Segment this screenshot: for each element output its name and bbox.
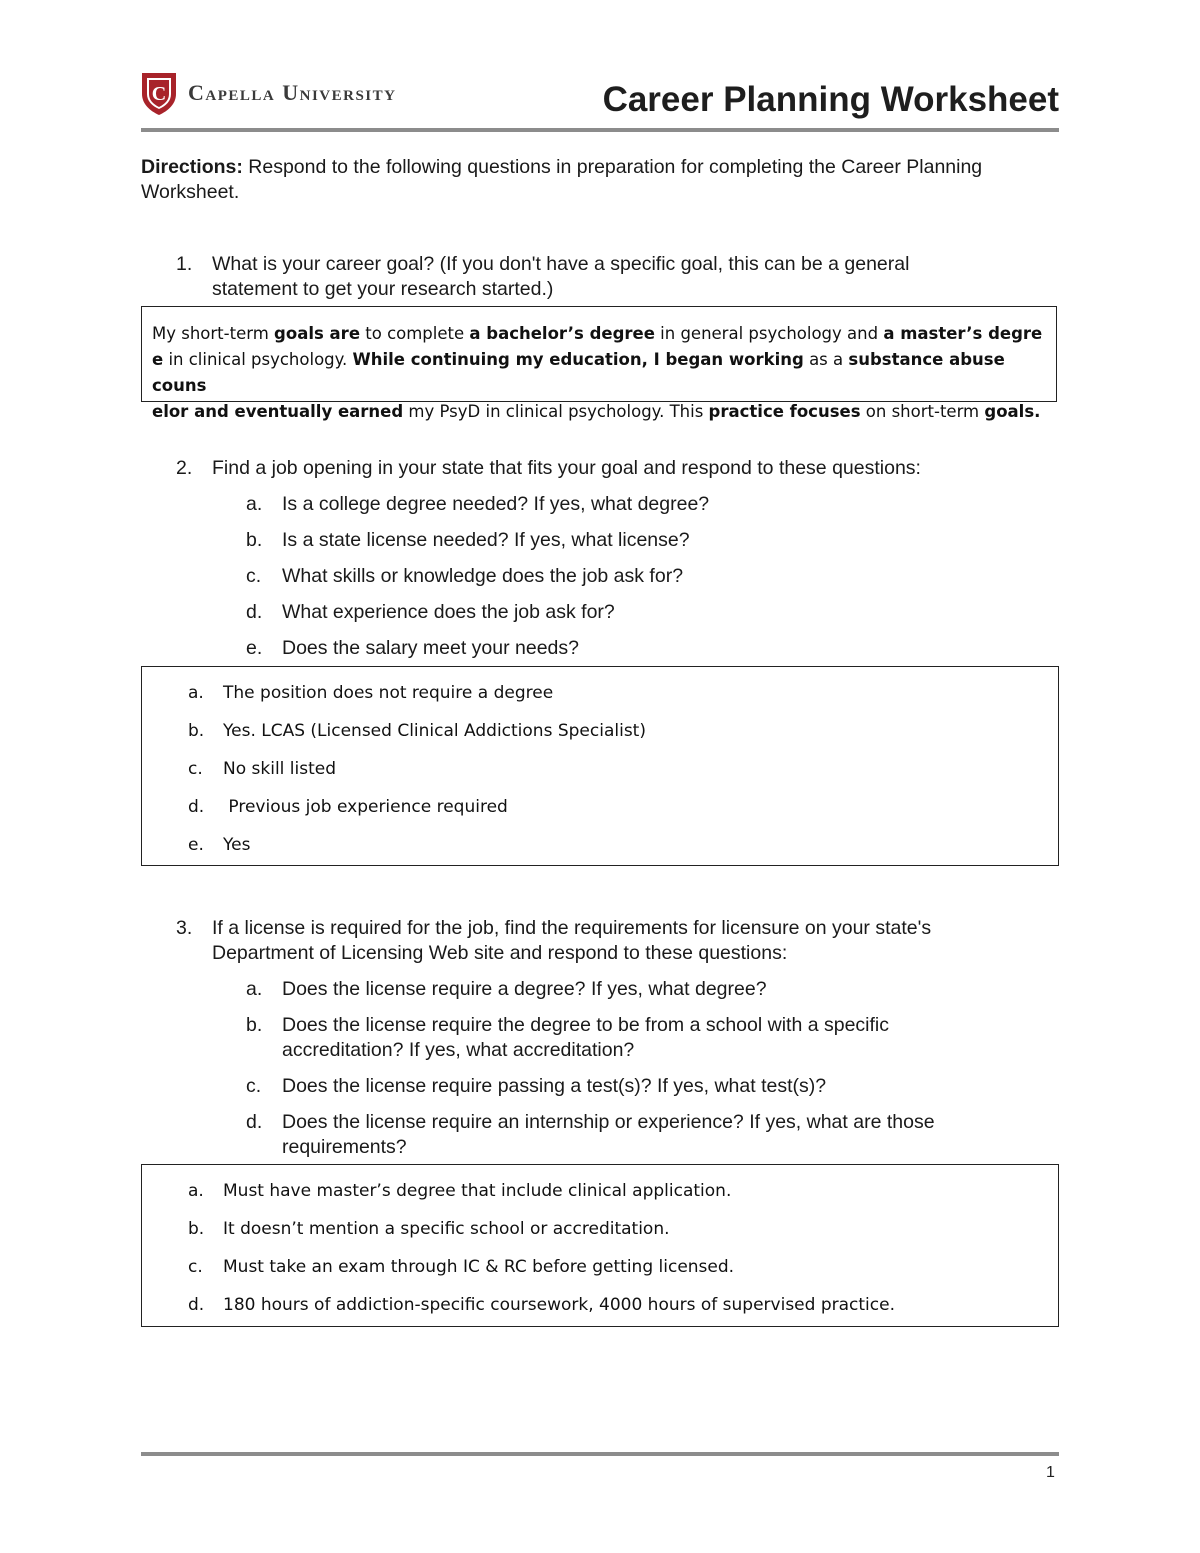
sub-text: requirements?	[282, 1136, 407, 1158]
answer-text: 180 hours of addiction-specific coursework, 4000 hours of supervised practice.	[223, 1295, 895, 1315]
answer-bold: goals.	[984, 402, 1041, 421]
sub-question	[246, 1013, 1041, 1063]
sub-label: b.	[246, 529, 263, 551]
answer-text: No skill listed	[223, 759, 337, 779]
sub-question	[246, 636, 1041, 661]
sub-text: What experience does the job ask for?	[282, 601, 615, 623]
sub-label: c.	[246, 1075, 262, 1097]
answer-text: Must take an exam through IC & RC before getting licensed.	[223, 1257, 735, 1277]
sub-text: Is a state license needed? If yes, what license?	[282, 529, 690, 551]
question-text: If a license is required for the job, find the requirements for licensure on your state's	[212, 917, 932, 939]
answer-text: My short-term	[152, 324, 275, 343]
sub-label: c.	[246, 565, 262, 587]
answer-label: a.	[188, 1181, 204, 1201]
sub-label: a.	[246, 493, 263, 515]
sub-text: Does the salary meet your needs?	[282, 637, 579, 659]
sub-question	[246, 528, 1041, 553]
answer-text: It doesn’t mention a specific school or accreditation.	[223, 1219, 670, 1239]
sub-text: Does the license require a degree? If yes, what degree?	[282, 978, 767, 1000]
answer-item	[142, 833, 1058, 871]
answer-label: e.	[188, 835, 204, 855]
sub-question	[246, 977, 1041, 1002]
answer-list	[142, 1165, 1058, 1331]
answer-bold: a master’s degre	[883, 324, 1043, 343]
answer-bold: practice focuses	[708, 402, 861, 421]
answer-box-1[interactable]	[141, 306, 1057, 421]
sub-text: Does the license require the degree to be from a school with a specific	[282, 1014, 889, 1036]
answer-bold: e	[152, 350, 164, 369]
answer-label: b.	[188, 721, 205, 741]
sub-label: a.	[246, 978, 263, 1000]
answer-item	[142, 757, 1058, 795]
answer-item	[142, 1179, 1058, 1217]
answer-text: in general psychology and	[654, 324, 884, 343]
sub-text: Is a college degree needed? If yes, what degree?	[282, 493, 710, 515]
sub-label: d.	[246, 1111, 263, 1133]
sub-question	[246, 492, 1041, 517]
page-number: 1	[1046, 1464, 1055, 1481]
answer-label: d.	[188, 1295, 205, 1315]
answer-text: Previous job experience required	[223, 797, 508, 817]
answer-label: b.	[188, 1219, 205, 1239]
footer-divider	[141, 1452, 1059, 1456]
sub-label: d.	[246, 601, 263, 623]
sub-question	[246, 1074, 1041, 1099]
answer-label: a.	[188, 683, 204, 703]
logo-wordmark: Capella University	[188, 80, 397, 105]
answer-item	[142, 681, 1058, 719]
question-number: 3.	[176, 917, 193, 939]
answer-label: d.	[188, 797, 205, 817]
answer-item	[142, 719, 1058, 757]
answer-bold: substance abuse couns	[152, 350, 1005, 395]
answer-text: as a	[803, 350, 849, 369]
sub-text: accreditation? If yes, what accreditation?	[282, 1039, 635, 1061]
answer-bold: a bachelor’s degree	[469, 324, 655, 343]
answer-item	[142, 1293, 1058, 1331]
question-3	[141, 916, 1041, 1160]
sub-question	[246, 600, 1041, 625]
svg-text:C: C	[151, 83, 167, 105]
question-number: 2.	[176, 457, 193, 479]
sub-label: b.	[246, 1014, 263, 1036]
answer-item	[142, 795, 1058, 833]
answer-item	[142, 1217, 1058, 1255]
question-1	[141, 252, 1041, 302]
answer-text: Yes. LCAS (Licensed Clinical Addictions Specialist)	[223, 721, 646, 741]
answer-text: my PsyD in clinical psychology. This	[403, 402, 709, 421]
answer-label: c.	[188, 759, 203, 779]
shield-icon	[140, 70, 178, 116]
header-divider	[141, 128, 1059, 132]
sub-label: e.	[246, 637, 263, 659]
sub-question	[246, 564, 1041, 589]
answer-bold: goals are	[274, 324, 361, 343]
answer-text: Yes	[223, 835, 251, 855]
question-text: statement to get your research started.)	[212, 278, 554, 300]
sub-text: Does the license require passing a test(s)? If yes, what test(s)?	[282, 1075, 827, 1097]
answer-text: in clinical psychology.	[163, 350, 353, 369]
answer-box-2[interactable]	[141, 666, 1059, 866]
answer-item	[142, 1255, 1058, 1293]
sub-question	[246, 1110, 1041, 1160]
question-text: What is your career goal? (If you don't have a specific goal, this can be a general	[212, 253, 910, 275]
capella-logo	[140, 70, 396, 116]
answer-text: The position does not require a degree	[223, 683, 554, 703]
directions	[141, 155, 1041, 205]
answer-bold: elor and eventually earned	[152, 402, 404, 421]
answer-text: Must have master’s degree that include clinical application.	[223, 1181, 732, 1201]
answer-box-3[interactable]	[141, 1164, 1059, 1327]
answer-list	[142, 667, 1058, 871]
answer-bold: While continuing my education, I began working	[352, 350, 804, 369]
question-text: Find a job opening in your state that fits your goal and respond to these questions:	[212, 457, 921, 479]
sub-text: What skills or knowledge does the job ask for?	[282, 565, 684, 587]
directions-label: Directions:	[141, 156, 243, 178]
answer-text: to complete	[360, 324, 470, 343]
question-text: Department of Licensing Web site and respond to these questions:	[212, 942, 788, 964]
answer-label: c.	[188, 1257, 203, 1277]
question-number: 1.	[176, 253, 193, 275]
question-2	[141, 456, 1041, 661]
document-title: Career Planning Worksheet	[602, 80, 1059, 119]
directions-text: Respond to the following questions in preparation for completing the Career Planning Worksheet.	[141, 156, 983, 203]
answer-text: on short-term	[860, 402, 985, 421]
sub-text: Does the license require an internship or experience? If yes, what are those	[282, 1111, 935, 1133]
